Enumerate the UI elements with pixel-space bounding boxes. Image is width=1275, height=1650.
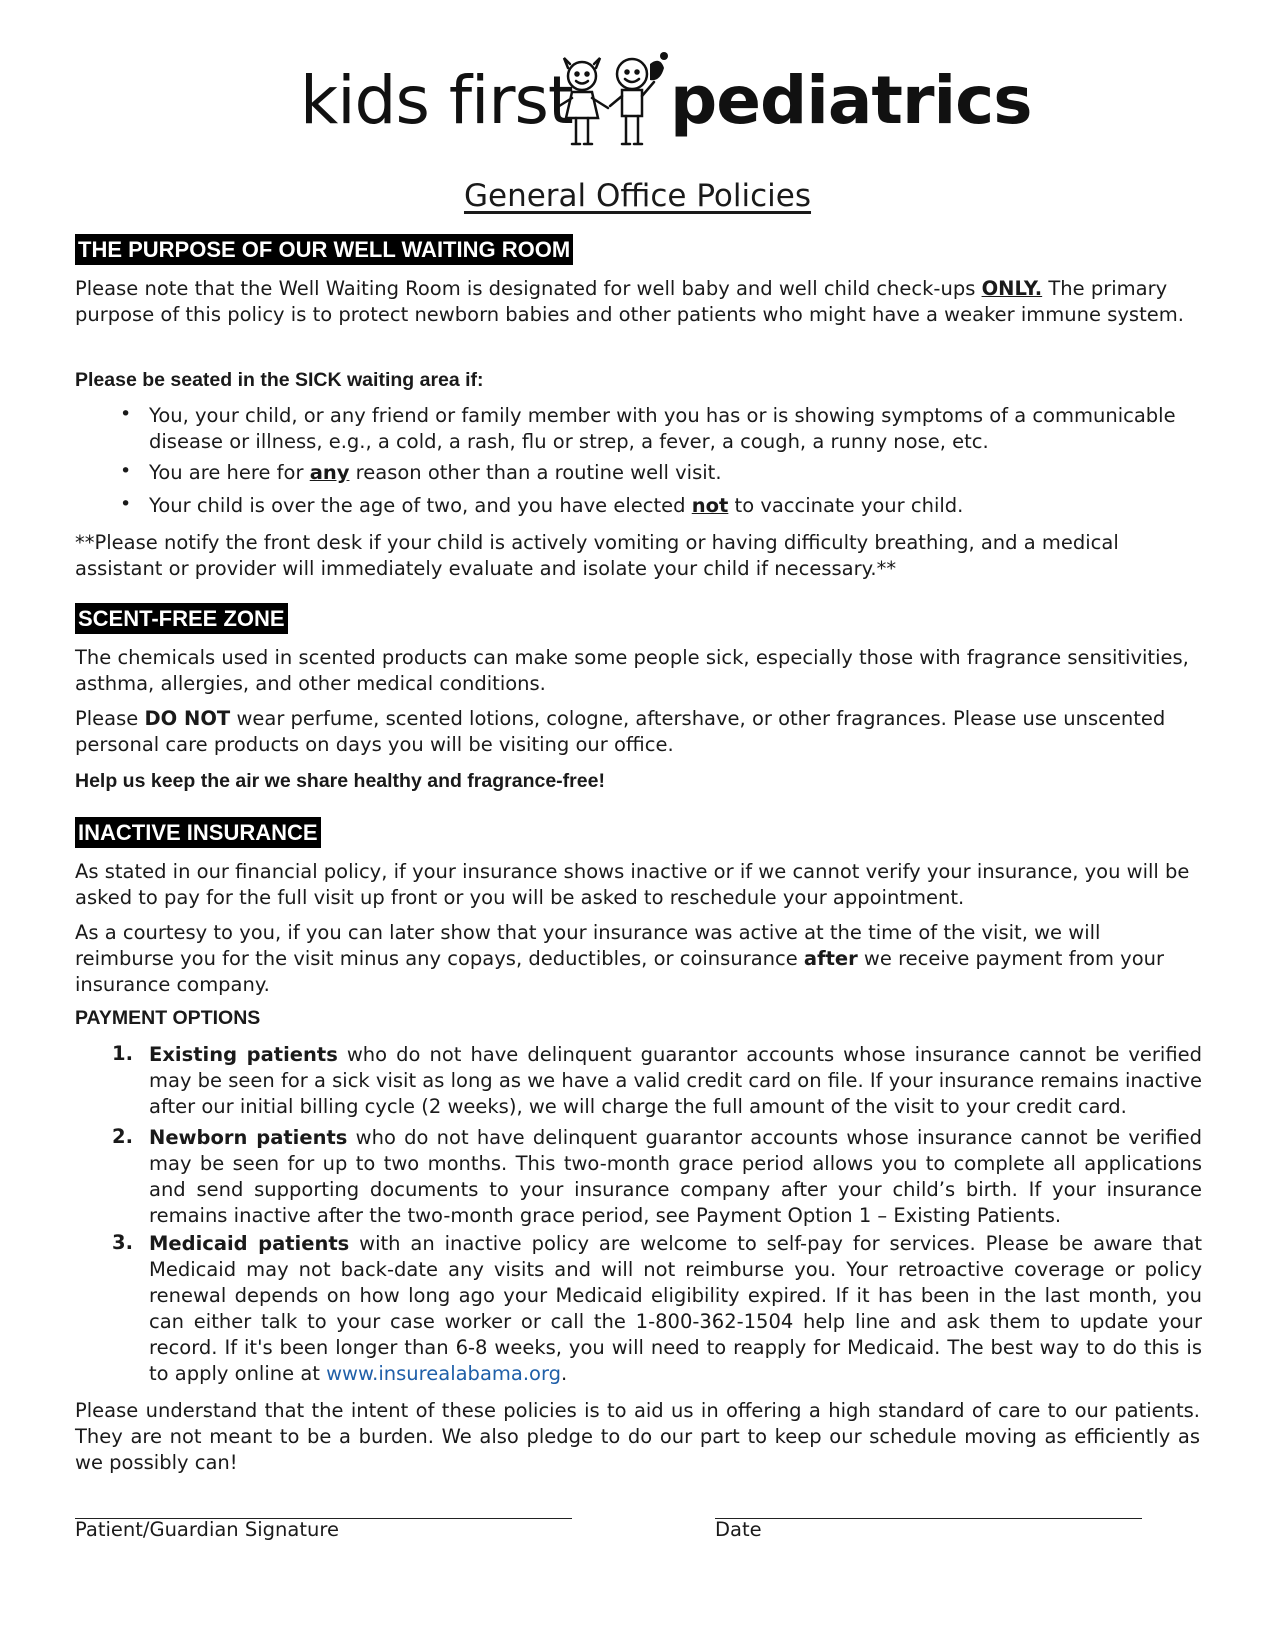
bullet2-emphasis: any [309, 461, 350, 484]
scent-p2-text-b: wear perfume, scented lotions, cologne, aftershave, or other fragrances. Please use unscented personal care products on days you will be visiting our office. [75, 707, 1166, 756]
page-title: General Office Policies [463, 178, 812, 214]
bullet3-emphasis: not [691, 494, 729, 517]
bullet-marker: • [120, 403, 132, 425]
practice-logo [300, 48, 1032, 158]
scent-callout: Help us keep the air we share healthy and fragrance-free! [75, 770, 605, 792]
bullet3-text-b: to vaccinate your child. [728, 494, 964, 517]
intro-text-a: Please note that the Well Waiting Room is designated for well baby and well child check-ups [75, 277, 982, 300]
insurance-paragraph-2 [75, 920, 1200, 998]
option-text: with an inactive policy are welcome to self-pay for services. Please be aware that Medicaid may not back-date any visits and will not reimburse you. Your retroactive coverage or policy renewal depends on how long ago your Medicaid eligibility expired. If it has been in the last month, you can either talk to your case worker or call the 1-800-362-1504 help line and ask them to update your record. If it's been longer than 6-8 weeks, you will need to reapply for Medicaid. The best way to do this is to apply online at [149, 1232, 1202, 1385]
bullet3-text-a: Your child is over the age of two, and you have elected [149, 494, 692, 517]
bullet2-text-a: You are here for [149, 461, 310, 484]
bullet-item [149, 460, 1199, 486]
bullet-marker: • [120, 460, 132, 482]
insure-alabama-link[interactable]: www.insurealabama.org [326, 1362, 562, 1385]
kids-figures-icon [552, 48, 670, 158]
bullet-item [149, 493, 1199, 519]
front-desk-note: **Please notify the front desk if your child is actively vomiting or having difficulty breathing, and a medical assistant or provider will immediately evaluate and isolate your child if necessary.** [75, 531, 1119, 580]
section-heading-waiting-room: THE PURPOSE OF OUR WELL WAITING ROOM [75, 234, 573, 265]
patient-signature-label: Patient/Guardian Signature [75, 1518, 339, 1541]
intro-text-b: The primary purpose of this policy is to protect newborn babies and other patients who might have a weaker immune system. [75, 277, 1184, 326]
insurance-paragraph-1: As stated in our financial policy, if your insurance shows inactive or if we cannot verify your insurance, you will be asked to pay for the full visit up front or you will be asked to reschedule your appointment. [75, 860, 1190, 909]
scent-paragraph-1: The chemicals used in scented products can make some people sick, especially those with fragrance sensitivities, asthma, allergies, and other medical conditions. [75, 646, 1189, 695]
option-text: who do not have delinquent guarantor accounts whose insurance cannot be verified may be seen for a sick visit as long as we have a valid credit card on file. If your insurance remains inactive after our initial billing cycle (2 weeks), we will charge the full amount of the visit to your credit card. [149, 1043, 1203, 1118]
logo-text-pediatrics: pediatrics [670, 62, 1032, 139]
scent-p2-emphasis: DO NOT [144, 707, 231, 730]
section-heading-insurance: INACTIVE INSURANCE [75, 817, 321, 848]
payment-option-existing [149, 1042, 1202, 1120]
bullet-item: You, your child, or any friend or family member with you has or is showing symptoms of a communicable disease or illness, e.g., a cold, a rash, flu or strep, a fever, a cough, a runny nose, etc. [149, 404, 1176, 453]
list-number: 1. [112, 1042, 133, 1065]
list-number: 3. [112, 1231, 133, 1254]
date-line[interactable] [715, 1518, 1142, 1519]
option-tail: . [561, 1362, 568, 1385]
insurance-p2-text-b: we receive payment from your insurance company. [75, 947, 1165, 996]
sick-area-heading: Please be seated in the SICK waiting area if: [75, 369, 484, 391]
option-lead: Medicaid patients [149, 1232, 350, 1255]
logo-text-kids-first: kids first [300, 62, 573, 139]
date-label: Date [715, 1518, 762, 1541]
bullet2-text-b: reason other than a routine well visit. [349, 461, 722, 484]
bullet-marker: • [120, 493, 132, 515]
insurance-p2-text-a: As a courtesy to you, if you can later show that your insurance was active at the time of the visit, we will reimburse you for the visit minus any copays, deductibles, or coinsurance [75, 921, 1101, 970]
scent-p2-text-a: Please [75, 707, 145, 730]
option-lead: Existing patients [149, 1043, 338, 1066]
section-heading-scent: SCENT-FREE ZONE [75, 603, 288, 634]
option-lead: Newborn patients [149, 1126, 348, 1149]
payment-option-medicaid [149, 1231, 1202, 1387]
waiting-room-intro [75, 276, 1200, 328]
closing-paragraph: Please understand that the intent of these policies is to aid us in offering a high standard of care to our patients. They are not meant to be a burden. We also pledge to do our part to keep our schedule moving as efficiently as we possibly can! [75, 1399, 1200, 1474]
insurance-p2-emphasis: after [803, 947, 858, 970]
scent-paragraph-2 [75, 706, 1200, 758]
payment-option-newborn [149, 1125, 1202, 1229]
intro-only-emphasis: ONLY. [981, 277, 1043, 300]
option-text: who do not have delinquent guarantor accounts whose insurance cannot be verified may be seen for up to two months. This two-month grace period allows you to complete all applications and send supporting documents to your insurance company after your child’s birth. If your insurance remains inactive after the two-month grace period, see Payment Option 1 – Existing Patients. [149, 1126, 1202, 1227]
list-number: 2. [112, 1125, 133, 1148]
payment-options-heading: PAYMENT OPTIONS [75, 1007, 261, 1029]
